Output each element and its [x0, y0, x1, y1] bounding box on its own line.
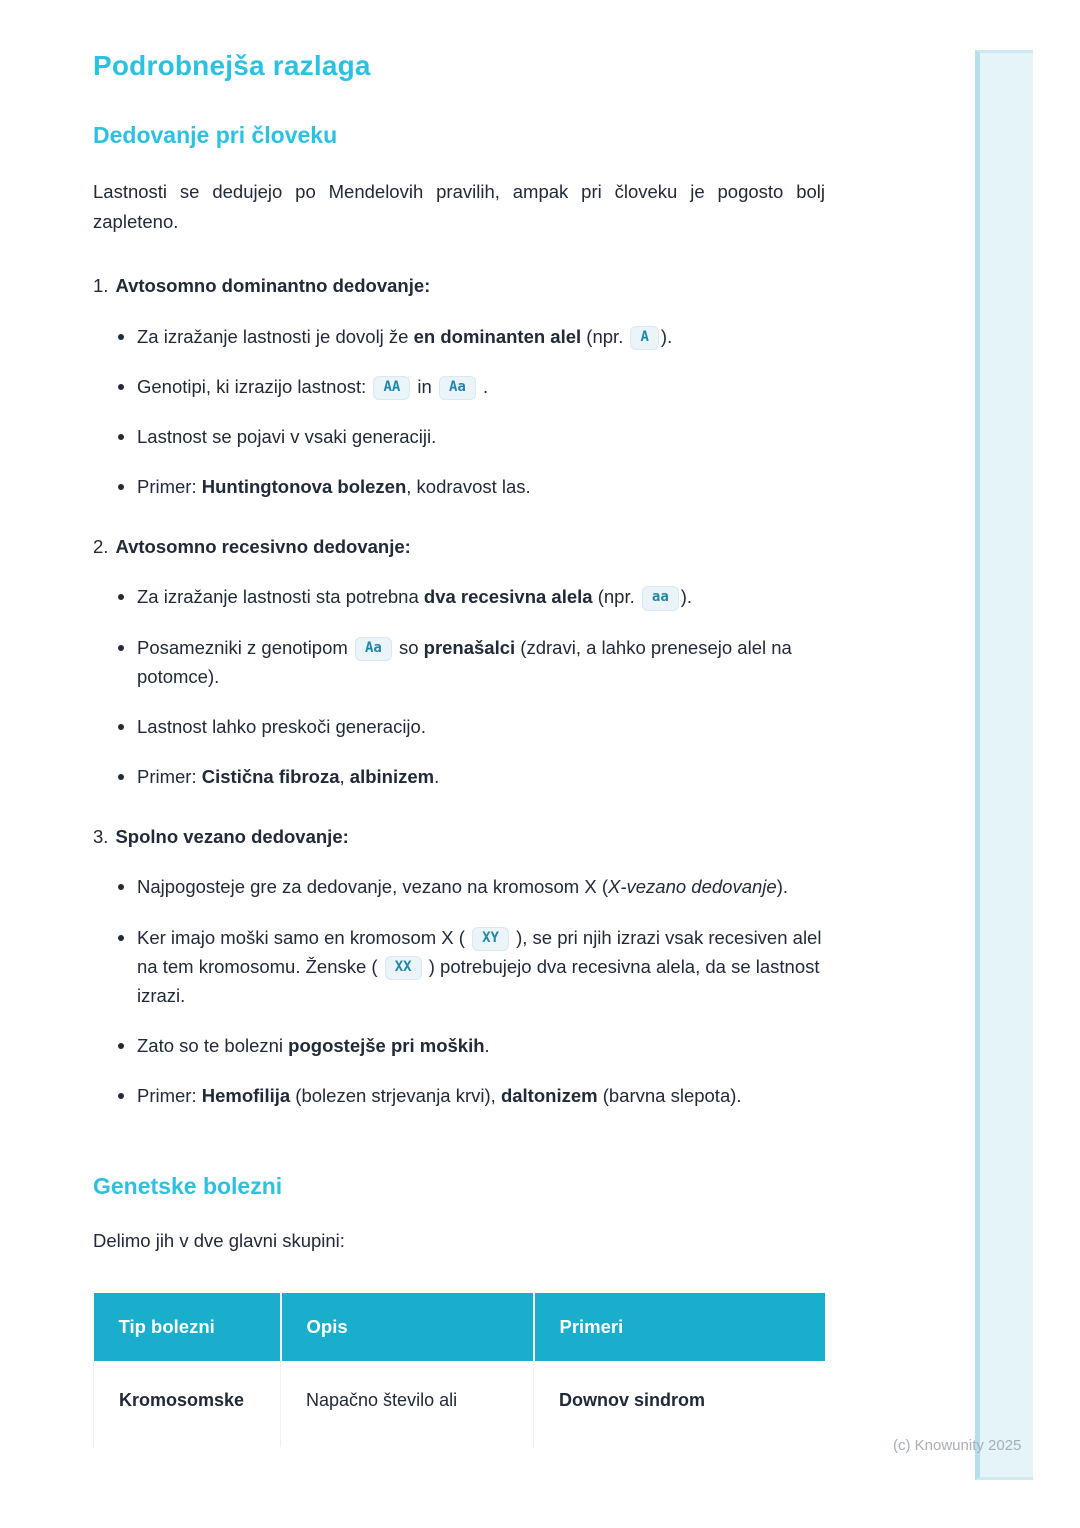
list-item-2: [93, 534, 825, 792]
table-cell-opis: Napačno število ali: [281, 1361, 534, 1447]
table-header-row: [94, 1293, 826, 1361]
list-item-3-title: Spolno vezano dedovanje:: [115, 825, 349, 847]
genotype-badge: aa: [642, 586, 679, 610]
list-item-2-title: Avtosomno recesivno dedovanje:: [115, 535, 411, 557]
genotype-badge: A: [630, 326, 658, 350]
table-cell-tip: Kromosomske: [94, 1361, 281, 1447]
bullet: Ker imajo moški samo en kromosom X ( XY ), se pri njih izrazi vsak recesiven alel na tem kromosomu. Ženske ( XX ) potrebujejo dva recesivna alela, da se lastnost izrazi.: [93, 923, 825, 1011]
bullet: Lastnost lahko preskoči generacijo.: [93, 712, 825, 741]
copyright-note: (c) Knowunity 2025: [893, 1437, 1022, 1454]
bullet: Najpogosteje gre za dedovanje, vezano na kromosom X (X-vezano dedovanje).: [93, 872, 825, 901]
table-cell-primeri: Downov sindrom: [534, 1361, 826, 1447]
diseases-table-clip: [93, 1293, 825, 1447]
list-item-2-heading: [93, 534, 825, 561]
genotype-badge: Aa: [439, 376, 476, 400]
bullet: Primer: Cistična fibroza, albinizem.: [93, 762, 825, 791]
genotype-badge: Aa: [355, 637, 392, 661]
section-heading-genetske: Genetske bolezni: [93, 1172, 283, 1199]
list-item-2-number: 2.: [93, 535, 109, 557]
diseases-table: [93, 1293, 825, 1447]
bullet: Genotipi, ki izrazijo lastnost: AA in Aa .: [93, 372, 825, 401]
list-item-1-bullets: [93, 322, 825, 502]
bullet: Za izražanje lastnosti je dovolj že en dominanten alel (npr. A ).: [93, 322, 825, 351]
table-row: [94, 1361, 826, 1447]
page-content: [93, 50, 825, 1447]
list-item-3-bullets: [93, 872, 825, 1110]
list-item-3-number: 3.: [93, 825, 109, 847]
list-item-1: [93, 273, 825, 502]
table-header-primeri: Primeri: [534, 1293, 826, 1361]
genotype-badge: XX: [385, 956, 422, 980]
table-header-opis: Opis: [281, 1293, 534, 1361]
bullet: Posamezniki z genotipom Aa so prenašalci (zdravi, a lahko prenesejo alel na potomce).: [93, 633, 825, 691]
section-heading-dedovanje: Dedovanje pri človeku: [93, 122, 338, 148]
list-item-2-bullets: [93, 582, 825, 791]
bullet: Lastnost se pojavi v vsaki generaciji.: [93, 422, 825, 451]
bullet: Primer: Hemofilija (bolezen strjevanja krvi), daltonizem (barvna slepota).: [93, 1081, 825, 1110]
bullet: Za izražanje lastnosti sta potrebna dva recesivna alela (npr. aa ).: [93, 582, 825, 611]
intro-paragraph: Lastnosti se dedujejo po Mendelovih pravilih, ampak pri človeku je pogosto bolj zapleteno.: [93, 181, 825, 232]
bullet: Primer: Huntingtonova bolezen, kodravost las.: [93, 472, 825, 501]
list-item-3-heading: [93, 824, 825, 851]
numbered-list: [93, 273, 825, 1111]
list-item-1-title: Avtosomno dominantno dedovanje:: [115, 274, 431, 296]
page-side-stripe: [975, 50, 1033, 1480]
table-header-tip-bolezni: Tip bolezni: [94, 1293, 281, 1361]
list-item-3: [93, 824, 825, 1111]
list-item-1-heading: [93, 273, 825, 300]
list-item-1-number: 1.: [93, 274, 109, 296]
genotype-badge: XY: [472, 927, 509, 951]
page-title: Podrobnejša razlaga: [93, 50, 371, 81]
genetske-intro: Delimo jih v dve glavni skupini:: [93, 1229, 345, 1251]
genotype-badge: AA: [373, 376, 410, 400]
bullet: Zato so te bolezni pogostejše pri moških.: [93, 1031, 825, 1060]
